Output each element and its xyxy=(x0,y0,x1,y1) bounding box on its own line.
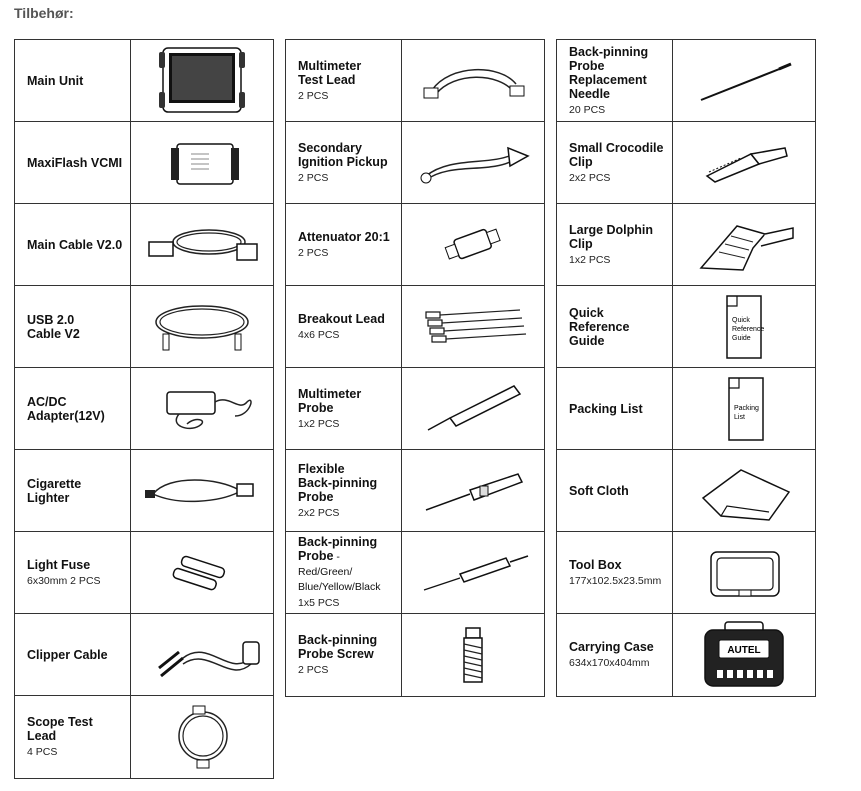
accessory-name: Quick Reference Guide xyxy=(569,305,630,348)
multimeter-probe-icon xyxy=(402,368,544,449)
accessory-name: Light Fuse xyxy=(27,557,91,572)
toolbox-icon xyxy=(673,532,815,613)
vcmi-icon xyxy=(131,122,273,203)
packing-doc-icon xyxy=(673,368,815,449)
accessory-name: Flexible Back-pinning Probe xyxy=(298,461,378,504)
accessory-row xyxy=(557,532,815,614)
accessory-row xyxy=(557,40,815,122)
accessory-name: Small Crocodile Clip xyxy=(569,140,664,169)
accessory-column-2 xyxy=(285,39,545,697)
ignition-pickup-icon xyxy=(402,122,544,203)
accessory-qty: 634x170x404mm xyxy=(569,657,650,669)
accessory-name: Packing List xyxy=(569,401,643,416)
accessory-qty: 2 PCS xyxy=(298,664,329,676)
svg-text:Guide: Guide xyxy=(732,334,751,342)
needle-icon xyxy=(673,40,815,121)
cable-obd-icon xyxy=(131,204,273,285)
accessory-name: Attenuator 20:1 xyxy=(298,229,390,244)
accessory-qty: 2 PCS xyxy=(298,171,329,184)
accessory-row xyxy=(286,286,544,368)
accessory-row xyxy=(557,450,815,532)
svg-text:Reference: Reference xyxy=(732,325,765,333)
accessory-qty: 4x6 PCS xyxy=(298,328,340,341)
clipper-cable-icon xyxy=(131,614,273,695)
accessory-name: Large Dolphin Clip xyxy=(569,222,654,251)
accessory-name: Back-pinning Probe Screw xyxy=(298,633,378,661)
accessory-qty: 1x2 PCS xyxy=(569,253,611,266)
attenuator-icon xyxy=(402,204,544,285)
accessory-column-3 xyxy=(556,39,816,697)
accessory-name: USB 2.0 Cable V2 xyxy=(27,312,80,341)
accessory-qty: 6x30mm 2 PCS xyxy=(27,574,101,587)
pin-probe-icon xyxy=(402,532,544,613)
accessory-name: Back-pinning Probe Replacement Needle xyxy=(569,44,649,101)
accessory-name: AC/DC Adapter(12V) xyxy=(27,394,105,423)
svg-text:Packing: Packing xyxy=(734,404,759,412)
accessory-name: Cigarette Lighter xyxy=(27,476,82,505)
accessory-name: Back-pinning Probe - Red/Green/ Blue/Yellow/Black xyxy=(298,535,381,593)
accessory-row xyxy=(286,614,544,696)
breakout-lead-icon xyxy=(402,286,544,367)
svg-text:List: List xyxy=(734,413,745,421)
accessory-name: Multimeter Test Lead xyxy=(298,58,362,87)
test-lead-icon xyxy=(402,40,544,121)
accessory-row xyxy=(557,204,815,286)
scope-lead-icon xyxy=(131,696,273,778)
accessory-qty: 1x5 PCS xyxy=(298,597,340,609)
accessory-row xyxy=(15,368,273,450)
accessory-name: Secondary Ignition Pickup xyxy=(298,140,388,169)
accessory-row xyxy=(15,696,273,778)
accessory-name: Clipper Cable xyxy=(27,647,108,662)
guide-doc-icon xyxy=(673,286,815,367)
accessory-qty: 2 PCS xyxy=(298,246,329,259)
cig-lighter-icon xyxy=(131,450,273,531)
cable-usb-icon xyxy=(131,286,273,367)
flex-probe-icon xyxy=(402,450,544,531)
accessory-qty: 2 PCS xyxy=(298,89,329,102)
accessory-name: Multimeter Probe xyxy=(298,386,362,415)
accessory-row xyxy=(15,450,273,532)
accessory-qty: 4 PCS xyxy=(27,746,58,758)
accessory-name: Main Cable V2.0 xyxy=(27,237,123,252)
accessory-name: Carrying Case xyxy=(569,640,654,654)
svg-text:AUTEL: AUTEL xyxy=(727,645,761,656)
svg-text:Quick: Quick xyxy=(732,316,750,324)
accessory-row xyxy=(15,40,273,122)
accessory-row xyxy=(15,204,273,286)
accessory-name: Main Unit xyxy=(27,73,84,88)
accessory-row xyxy=(286,40,544,122)
accessory-row xyxy=(557,614,815,696)
accessory-name: Soft Cloth xyxy=(569,483,629,498)
accessory-name: MaxiFlash VCMI xyxy=(27,155,123,170)
probe-screw-icon xyxy=(402,614,544,696)
accessory-row xyxy=(557,368,815,450)
accessory-row xyxy=(15,122,273,204)
accessory-row xyxy=(15,532,273,614)
page-heading: Tilbehør: xyxy=(14,5,74,21)
accessory-column-1 xyxy=(14,39,274,779)
accessory-name: Breakout Lead xyxy=(298,311,385,326)
fuse-icon xyxy=(131,532,273,613)
tablet-icon xyxy=(131,40,273,121)
accessory-row xyxy=(286,122,544,204)
accessory-name: Tool Box xyxy=(569,557,622,572)
croc-clip-icon xyxy=(673,122,815,203)
accessory-qty: 177x102.5x23.5mm xyxy=(569,574,662,587)
accessory-row xyxy=(286,368,544,450)
accessory-row xyxy=(286,450,544,532)
accessory-qty: 20 PCS xyxy=(569,103,606,116)
adapter-icon xyxy=(131,368,273,449)
accessory-row xyxy=(286,204,544,286)
accessory-qty: 2x2 PCS xyxy=(569,171,611,184)
dolphin-clip-icon xyxy=(673,204,815,285)
accessory-row xyxy=(286,532,544,614)
case-icon xyxy=(673,614,815,696)
cloth-icon xyxy=(673,450,815,531)
accessory-qty: 2x2 PCS xyxy=(298,506,340,519)
accessory-name: Scope Test Lead xyxy=(27,715,93,743)
accessory-row xyxy=(15,614,273,696)
accessory-row xyxy=(15,286,273,368)
accessory-qty: 1x2 PCS xyxy=(298,417,340,430)
accessory-row xyxy=(557,122,815,204)
accessory-row xyxy=(557,286,815,368)
